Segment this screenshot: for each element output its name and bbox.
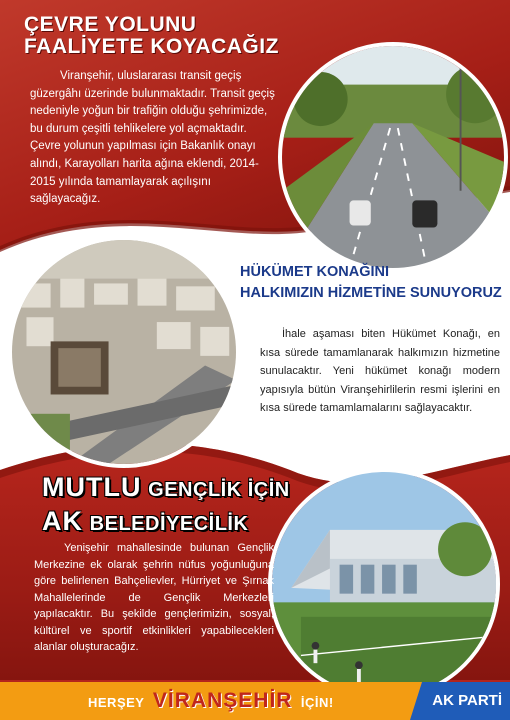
footer-bar bbox=[0, 682, 510, 720]
section1-title-line1: ÇEVRE YOLUNU bbox=[24, 13, 197, 36]
section2-title-line2: HALKIMIZIN HİZMETİNE SUNUYORUZ bbox=[240, 285, 502, 301]
slogan-word-viransehir: VİRANŞEHİR bbox=[152, 689, 293, 712]
section2-body: İhale aşaması biten Hükümet Konağı, en kısa sürede tamamlanarak halkımızın hizmetine sunulacaktır. Yeni hükümet konağı modern yapısıyla bütün Viranşehirlilerin resmi işlerini en kısa sürede tamamlamalarını sağlayacaktır. bbox=[260, 328, 500, 414]
section3-title-row1 bbox=[42, 470, 302, 504]
section1-title bbox=[24, 14, 284, 58]
youth-center-rendering bbox=[268, 468, 500, 700]
party-name: AK PARTİ bbox=[432, 692, 502, 709]
section2-title bbox=[240, 262, 510, 304]
section3-title-row2 bbox=[42, 504, 302, 538]
city-aerial-photo bbox=[8, 236, 240, 468]
section2-title-line1: HÜKÜMET KONAĞINI bbox=[240, 264, 390, 280]
section1-title-line2: FAALİYETE KOYACAĞIZ bbox=[24, 35, 279, 58]
section3-title-belediyecilik: BELEDİYECİLİK bbox=[89, 513, 249, 535]
section1-body: Viranşehir, uluslararası transit geçiş güzergâhı üzerinde bulunmaktadır. Transit geçiş nedeniyle yoğun bir trafiğin olduğu şehrimizde, bu durum çeşitli tehlikelere yol açmaktadır. Çevre yolunun yapılması için Bakanlık onayı alındı, Karayolları harita ağına eklendi, 2014-2015 yılında tamamlayarak açılışını sağlayacağız. bbox=[30, 70, 275, 206]
section3-title bbox=[42, 470, 302, 538]
section3-title-ak: AK bbox=[42, 506, 83, 536]
footer-slogan bbox=[88, 682, 334, 720]
slogan-word-icin: İÇİN! bbox=[300, 695, 334, 710]
slogan-word-hersey: HERŞEY bbox=[88, 695, 145, 710]
section3-title-mutlu: MUTLU bbox=[42, 472, 142, 502]
highway-photo bbox=[278, 42, 508, 272]
section3-title-genclik: GENÇLİK İÇİN bbox=[148, 479, 290, 501]
section3-body: Yenişehir mahallesinde bulunan Gençlik Merkezine ek olarak şehrin nüfus yoğunluğuna göre belirlenen Bahçelievler, Hürriyet ve Şırnak Mahallelerinde de Gençlik Merkezleri yapılacaktır. Bu şekilde gençlerimizin, sosyal, kültürel ve sportif etkinlikleri yapabilecekleri alanlar oluşturacağız. bbox=[34, 542, 274, 653]
